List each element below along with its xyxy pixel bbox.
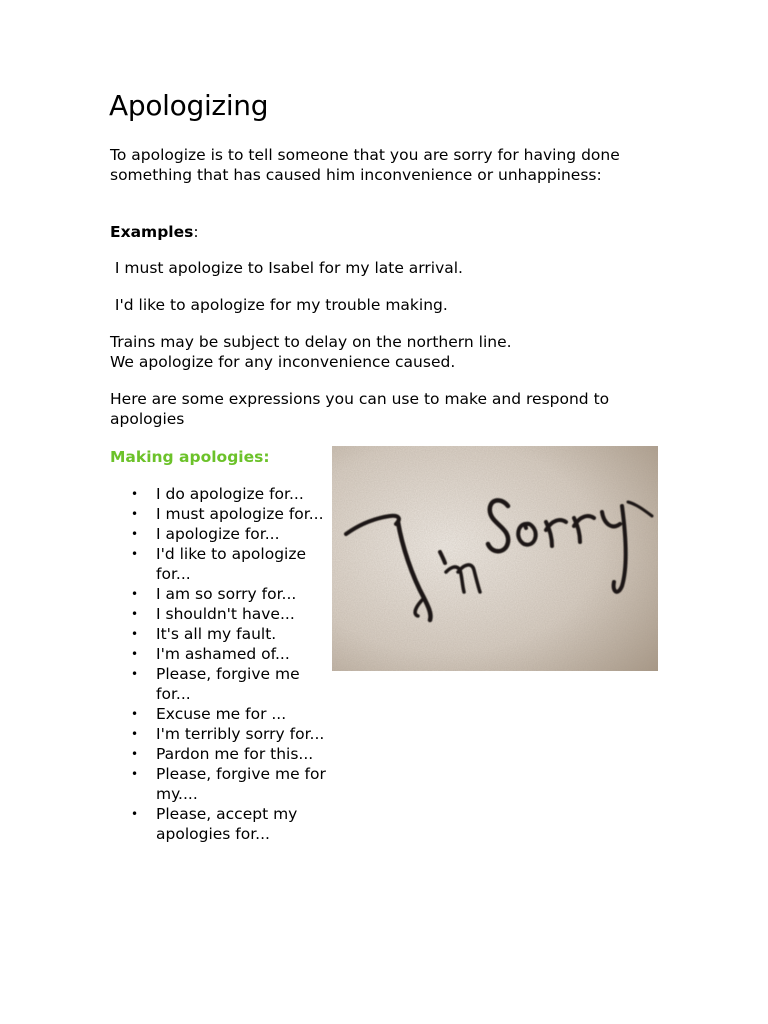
bullet-icon: • xyxy=(131,627,139,641)
example-sentence-2: I'd like to apologize for my trouble making. xyxy=(110,296,448,314)
examples-label-text: Examples xyxy=(110,223,194,241)
example-sentence-3-line-1: Trains may be subject to delay on the northern line. xyxy=(110,333,512,351)
list-item xyxy=(110,644,335,664)
list-item-text: I'd like to apologize for... xyxy=(156,545,307,583)
list-item xyxy=(110,724,335,744)
list-item-text: It's all my fault. xyxy=(156,625,277,643)
list-item xyxy=(110,524,335,544)
im-sorry-photo xyxy=(332,446,658,671)
list-item xyxy=(110,744,335,764)
list-item-text: Please, forgive me for my.... xyxy=(156,765,326,803)
intro-paragraph: To apologize is to tell someone that you are sorry for having done something that has caused him inconvenience or unhappiness: xyxy=(110,146,620,184)
example-sentence-3 xyxy=(110,332,670,372)
list-item xyxy=(110,804,335,844)
list-item xyxy=(110,664,335,704)
making-apologies-heading: Making apologies: xyxy=(110,448,270,466)
example-sentence-3-line-2: We apologize for any inconvenience caused. xyxy=(110,353,456,371)
bullet-icon: • xyxy=(131,807,139,821)
list-item-text: I apologize for... xyxy=(156,525,280,543)
list-item-text: I'm terribly sorry for... xyxy=(156,725,325,743)
bullet-icon: • xyxy=(131,607,139,621)
list-item-text: I shouldn't have... xyxy=(156,605,295,623)
bullet-icon: • xyxy=(131,747,139,761)
list-item xyxy=(110,764,335,804)
making-apologies-list xyxy=(110,484,335,844)
examples-label xyxy=(110,222,199,242)
bullet-icon: • xyxy=(131,527,139,541)
list-item-text: I do apologize for... xyxy=(156,485,304,503)
im-sorry-handwriting-image xyxy=(332,446,658,671)
bullet-icon: • xyxy=(131,707,139,721)
list-item xyxy=(110,624,335,644)
list-item xyxy=(110,604,335,624)
expressions-intro: Here are some expressions you can use to make and respond to apologies xyxy=(110,390,610,428)
bullet-icon: • xyxy=(131,647,139,661)
list-item-text: I am so sorry for... xyxy=(156,585,297,603)
list-item xyxy=(110,504,335,524)
list-item-text: Please, forgive me for... xyxy=(156,665,300,703)
page-title: Apologizing xyxy=(109,89,269,122)
bullet-icon: • xyxy=(131,727,139,741)
list-item xyxy=(110,704,335,724)
list-item xyxy=(110,484,335,504)
bullet-icon: • xyxy=(131,487,139,501)
bullet-icon: • xyxy=(131,767,139,781)
list-item-text: Please, accept my apologies for... xyxy=(156,805,298,843)
list-item-text: I'm ashamed of... xyxy=(156,645,290,663)
examples-label-colon: : xyxy=(193,223,199,241)
bullet-icon: • xyxy=(131,587,139,601)
list-item-text: I must apologize for... xyxy=(156,505,324,523)
example-sentence-1: I must apologize to Isabel for my late arrival. xyxy=(110,259,463,277)
bullet-icon: • xyxy=(131,547,139,561)
paper-grain xyxy=(332,446,658,671)
list-item xyxy=(110,544,335,584)
bullet-icon: • xyxy=(131,667,139,681)
bullet-icon: • xyxy=(131,507,139,521)
list-item xyxy=(110,584,335,604)
list-item-text: Pardon me for this... xyxy=(156,745,314,763)
list-item-text: Excuse me for ... xyxy=(156,705,287,723)
